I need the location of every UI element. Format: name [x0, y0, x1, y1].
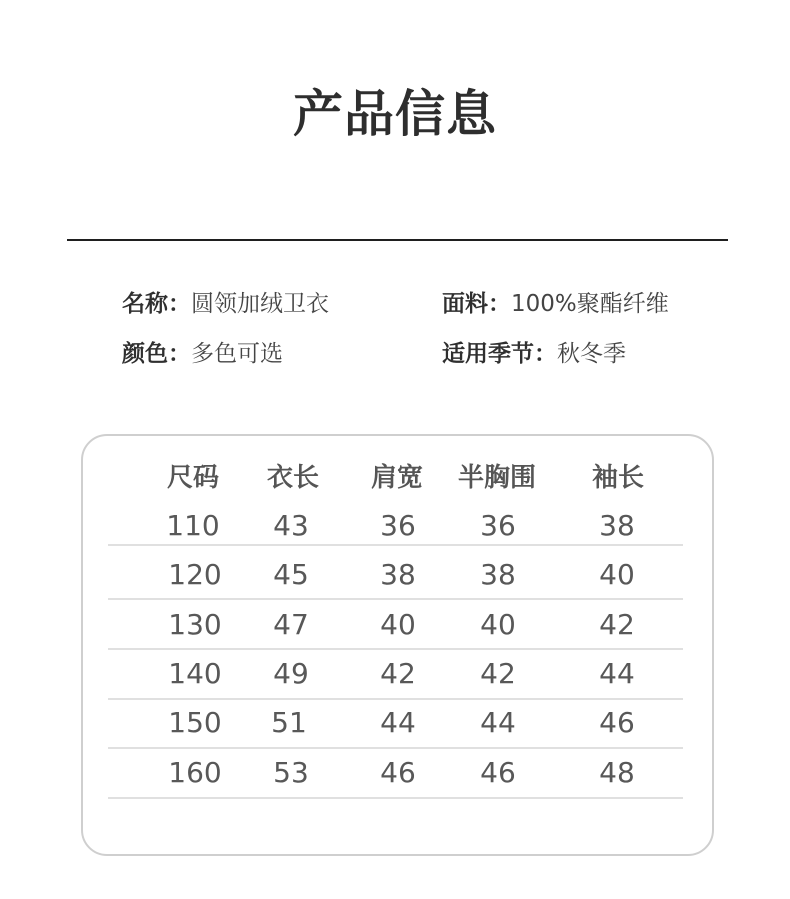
title-divider: [67, 239, 728, 241]
table-cell: 48: [599, 756, 635, 789]
color-label: 颜色：: [122, 341, 191, 367]
table-cell: 51: [271, 706, 307, 739]
row-divider: [108, 648, 683, 650]
table-cell: 45: [273, 558, 309, 591]
table-cell: 49: [273, 657, 309, 690]
table-cell: 44: [480, 706, 516, 739]
name-value: 圆领加绒卫衣: [191, 291, 329, 317]
table-cell: 42: [599, 608, 635, 641]
table-cell: 120: [168, 558, 222, 591]
row-divider: [108, 598, 683, 600]
page-title: 产品信息: [293, 85, 497, 143]
table-cell: 110: [166, 509, 220, 542]
row-divider: [108, 747, 683, 749]
name-label: 名称：: [122, 291, 191, 317]
column-header-length: 衣长: [266, 463, 320, 493]
table-cell: 160: [168, 756, 222, 789]
season-value: 秋冬季: [557, 341, 626, 367]
table-cell: 43: [273, 509, 309, 542]
table-cell: 130: [168, 608, 222, 641]
table-cell: 150: [168, 706, 222, 739]
column-header-shoulder: 肩宽: [370, 463, 424, 493]
fabric-value: 100%聚酯纤维: [511, 291, 669, 317]
table-cell: 44: [599, 657, 635, 690]
table-cell: 40: [599, 558, 635, 591]
info-fabric: [442, 288, 669, 320]
table-cell: 46: [599, 706, 635, 739]
column-header-sleeve: 袖长: [591, 463, 645, 493]
table-cell: 46: [380, 756, 416, 789]
row-divider: [108, 698, 683, 700]
table-cell: 42: [480, 657, 516, 690]
table-cell: 36: [480, 509, 516, 542]
table-cell: 42: [380, 657, 416, 690]
table-cell: 38: [599, 509, 635, 542]
table-cell: 44: [380, 706, 416, 739]
table-cell: 46: [480, 756, 516, 789]
info-name: [122, 288, 329, 320]
table-cell: 38: [380, 558, 416, 591]
row-divider: [108, 544, 683, 546]
table-cell: 40: [480, 608, 516, 641]
row-divider: [108, 797, 683, 799]
info-color: [122, 338, 283, 370]
season-label: 适用季节：: [442, 341, 557, 367]
column-header-size: 尺码: [166, 463, 220, 493]
column-header-half-chest: 半胸围: [457, 463, 537, 493]
table-cell: 140: [168, 657, 222, 690]
table-cell: 36: [380, 509, 416, 542]
info-season: [442, 338, 626, 370]
table-cell: 53: [273, 756, 309, 789]
fabric-label: 面料：: [442, 291, 511, 317]
color-value: 多色可选: [191, 341, 283, 367]
table-cell: 38: [480, 558, 516, 591]
table-cell: 47: [273, 608, 309, 641]
table-cell: 40: [380, 608, 416, 641]
